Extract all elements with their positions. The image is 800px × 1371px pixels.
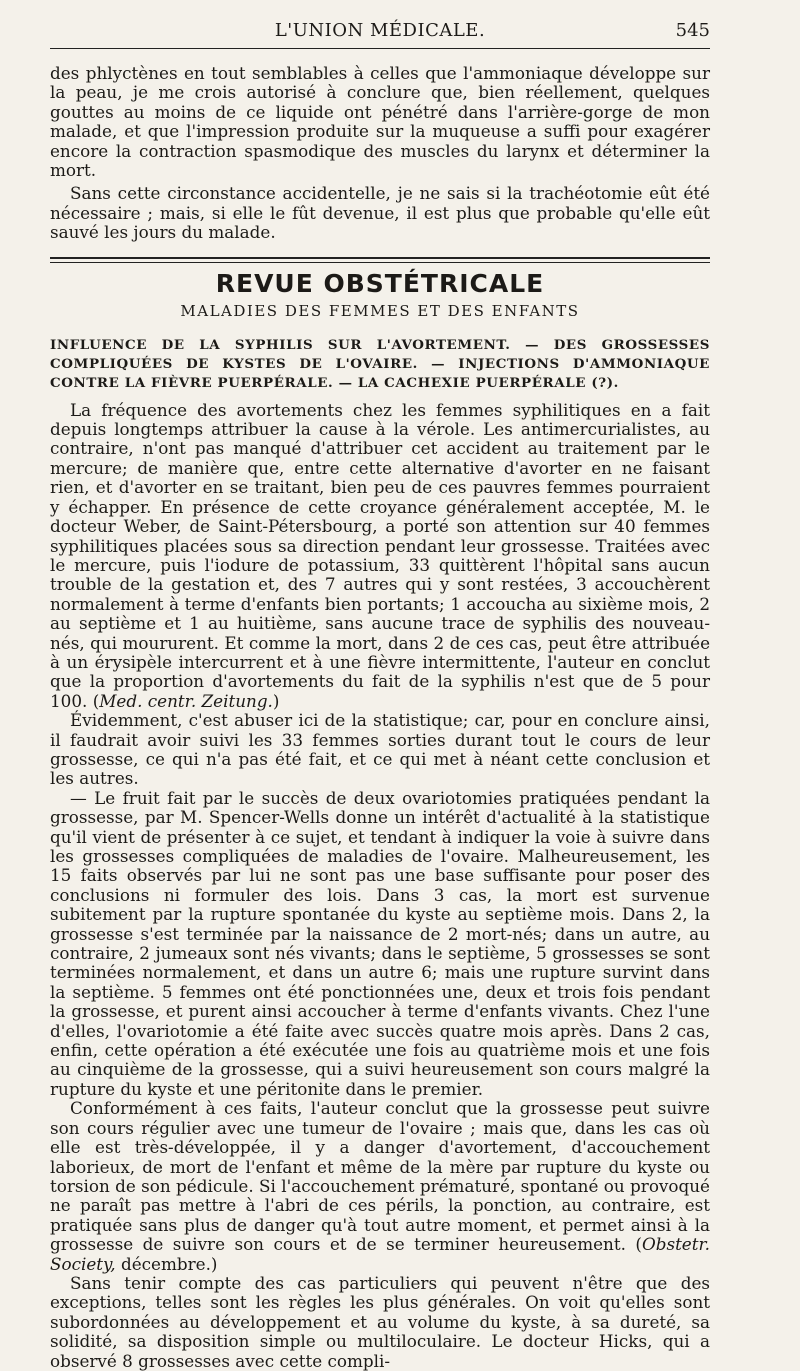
running-header [50,20,710,44]
paragraph-conclusion-text: Conformément à ces faits, l'auteur conclut que la grossesse peut suivre son cours régulier avec une tumeur de l'ovaire ; mais que, dans les cas où elle est très-développée, il y a danger d'avortement, d'accouchement laborieux, de mort de l'enfant et même de la mère par rupture du kyste ou torsion de son pédicule. Si l'accouchement prématuré, spontané ou provoqué ne paraît pas mettre à l'abri de ces périls, la ponction, au contraire, est pratiquée sans plus de danger qu'à tout autre moment, et permet ainsi à la grossesse de suivre son cours et de se terminer heureusement. ( [50,1098,710,1255]
paragraph-ovariotomy: — Le fruit fait par le succès de deux ovariotomies pratiquées pendant la grossesse, par M. Spencer-Wells donne un intérêt d'actualité à la statistique qu'il vient de présenter à ce sujet, et tendant à indiquer la voie à suivre dans les grossesses compliquées de maladies de l'ovaire. Malheureusement, les 15 faits observés par lui ne sont pas une base suffisante pour poser des conclusions ni formuler des lois. Dans 3 cas, la mort est survenue subitement par la rupture spontanée du kyste au septième mois. Dans 2, la grossesse s'est terminée par la naissance de 2 mort-nés; dans un autre, au contraire, 2 jumeaux sont nés vivants; dans le septième, 5 grossesses se sont terminées normalement, et dans un autre 6; mais une rupture survint dans la septième. 5 femmes ont été ponctionnées une, deux et trois fois pendant la grossesse, et purent ainsi accoucher à terme d'enfants vivants. Chez l'une d'elles, l'ovariotomie a été faite avec succès quatre mois après. Dans 2 cas, enfin, cette opération a été exécutée une fois au quatrième mois et une fois au cinquième de la grossesse, qui a suivi heureusement son cours malgré la rupture du kyste et une péritonite dans le premier. [50,787,710,1099]
paragraph-syphilis-text: La fréquence des avortements chez les femmes syphilitiques en a fait depuis longtemps attribuer la cause à la vérole. Les antimercurialistes, au contraire, n'ont pas manqué d'attribuer cet accident au traitement par le mercure; de manière que, entre cette alternative d'avorter en ne faisant rien, et d'avorter en se traitant, bien peu de ces pauvres femmes pourraient y échapper. En présence de cette croyance généralement acceptée, M. le docteur Weber, de Saint-Pétersbourg, a porté son attention sur 40 femmes syphilitiques placées sous sa direction pendant leur grossesse. Traitées avec le mercure, puis l'iodure de potassium, 33 quittèrent l'hôpital sans aucun trouble de la gestation et, des 7 autres qui y sont restées, 3 accouchèrent normalement à terme d'enfants bien portants; 1 accoucha au sixième mois, 2 au septième et 1 au huitième, sans aucune trace de syphilis des nouveau-nés, qui moururent. Et comme la mort, dans 2 de ces cas, peut être attribuée à un érysipèle intercurrent et à une fièvre intermittente, l'auteur en conclut que la proportion d'avortements du fait de la syphilis n'est que de 5 pour 100. ( [50,399,710,711]
article-body [50,64,710,1371]
page-number: 545 [675,20,710,41]
section-subtitle: MALADIES DES FEMMES ET DES ENFANTS [180,301,580,320]
intro-paragraph-2: Sans cette circonstance accidentelle, je ne sais si la trachéotomie eût été nécessaire ; mais, si elle le fût devenue, il est plus que probable qu'elle eût sauvé les jours du malade. [50,183,710,243]
citation-obstetr-society: Obstetr. Society, [50,1234,710,1274]
paragraph-rules: Sans tenir compte des cas particuliers qui peuvent n'être que des exceptions, telles sont les règles les plus générales. On voit qu'elles sont subordonnées au développement et au volume du kyste, à sa dureté, sa solidité, sa disposition simple ou multiloculaire. Le docteur Hicks, qui a observé 8 grossesses avec cette compli- [50,1272,710,1371]
header-rule [50,48,710,49]
citation-close: ) [272,690,280,711]
intro-paragraph-1: des phlyctènes en tout semblables à celles que l'ammoniaque développe sur la peau, je me crois autorisé à conclure que, bien réellement, quelques gouttes au moins de ce liquide ont pénétré dans l'arrière-gorge de mon malade, et que l'impression produite sur la muqueuse a suffi pour exagérer encore la contraction spasmodique des muscles du larynx et déterminer la mort. [50,63,710,181]
section-divider [50,257,710,263]
paragraph-statistics: Évidemment, c'est abuser ici de la statistique; car, pour en conclure ainsi, il faudrait avoir suivi les 33 femmes sorties durant tout le cours de leur grossesse, ce qui n'a pas été fait, et ce qui met à néant cette conclusion et les autres. [50,710,710,789]
journal-title: L'UNION MÉDICALE. [274,20,486,41]
section-rubric: INFLUENCE DE LA SYPHILIS SUR L'AVORTEMENT. — DES GROSSESSES COMPLIQUÉES DE KYSTES DE L'OVAIRE. — INJECTIONS D'AMMONIAQUE CONTRE LA FIÈVRE PUERPÉRALE. — LA CACHEXIE PUERPÉRALE (?). [50,336,710,391]
paragraph-syphilis [50,401,710,712]
citation-med-centr: Med. centr. Zeitung. [99,690,273,711]
section-title: REVUE OBSTÉTRICALE [215,268,545,298]
citation-date: décembre.) [115,1253,218,1274]
paragraph-conclusion [50,1099,710,1274]
